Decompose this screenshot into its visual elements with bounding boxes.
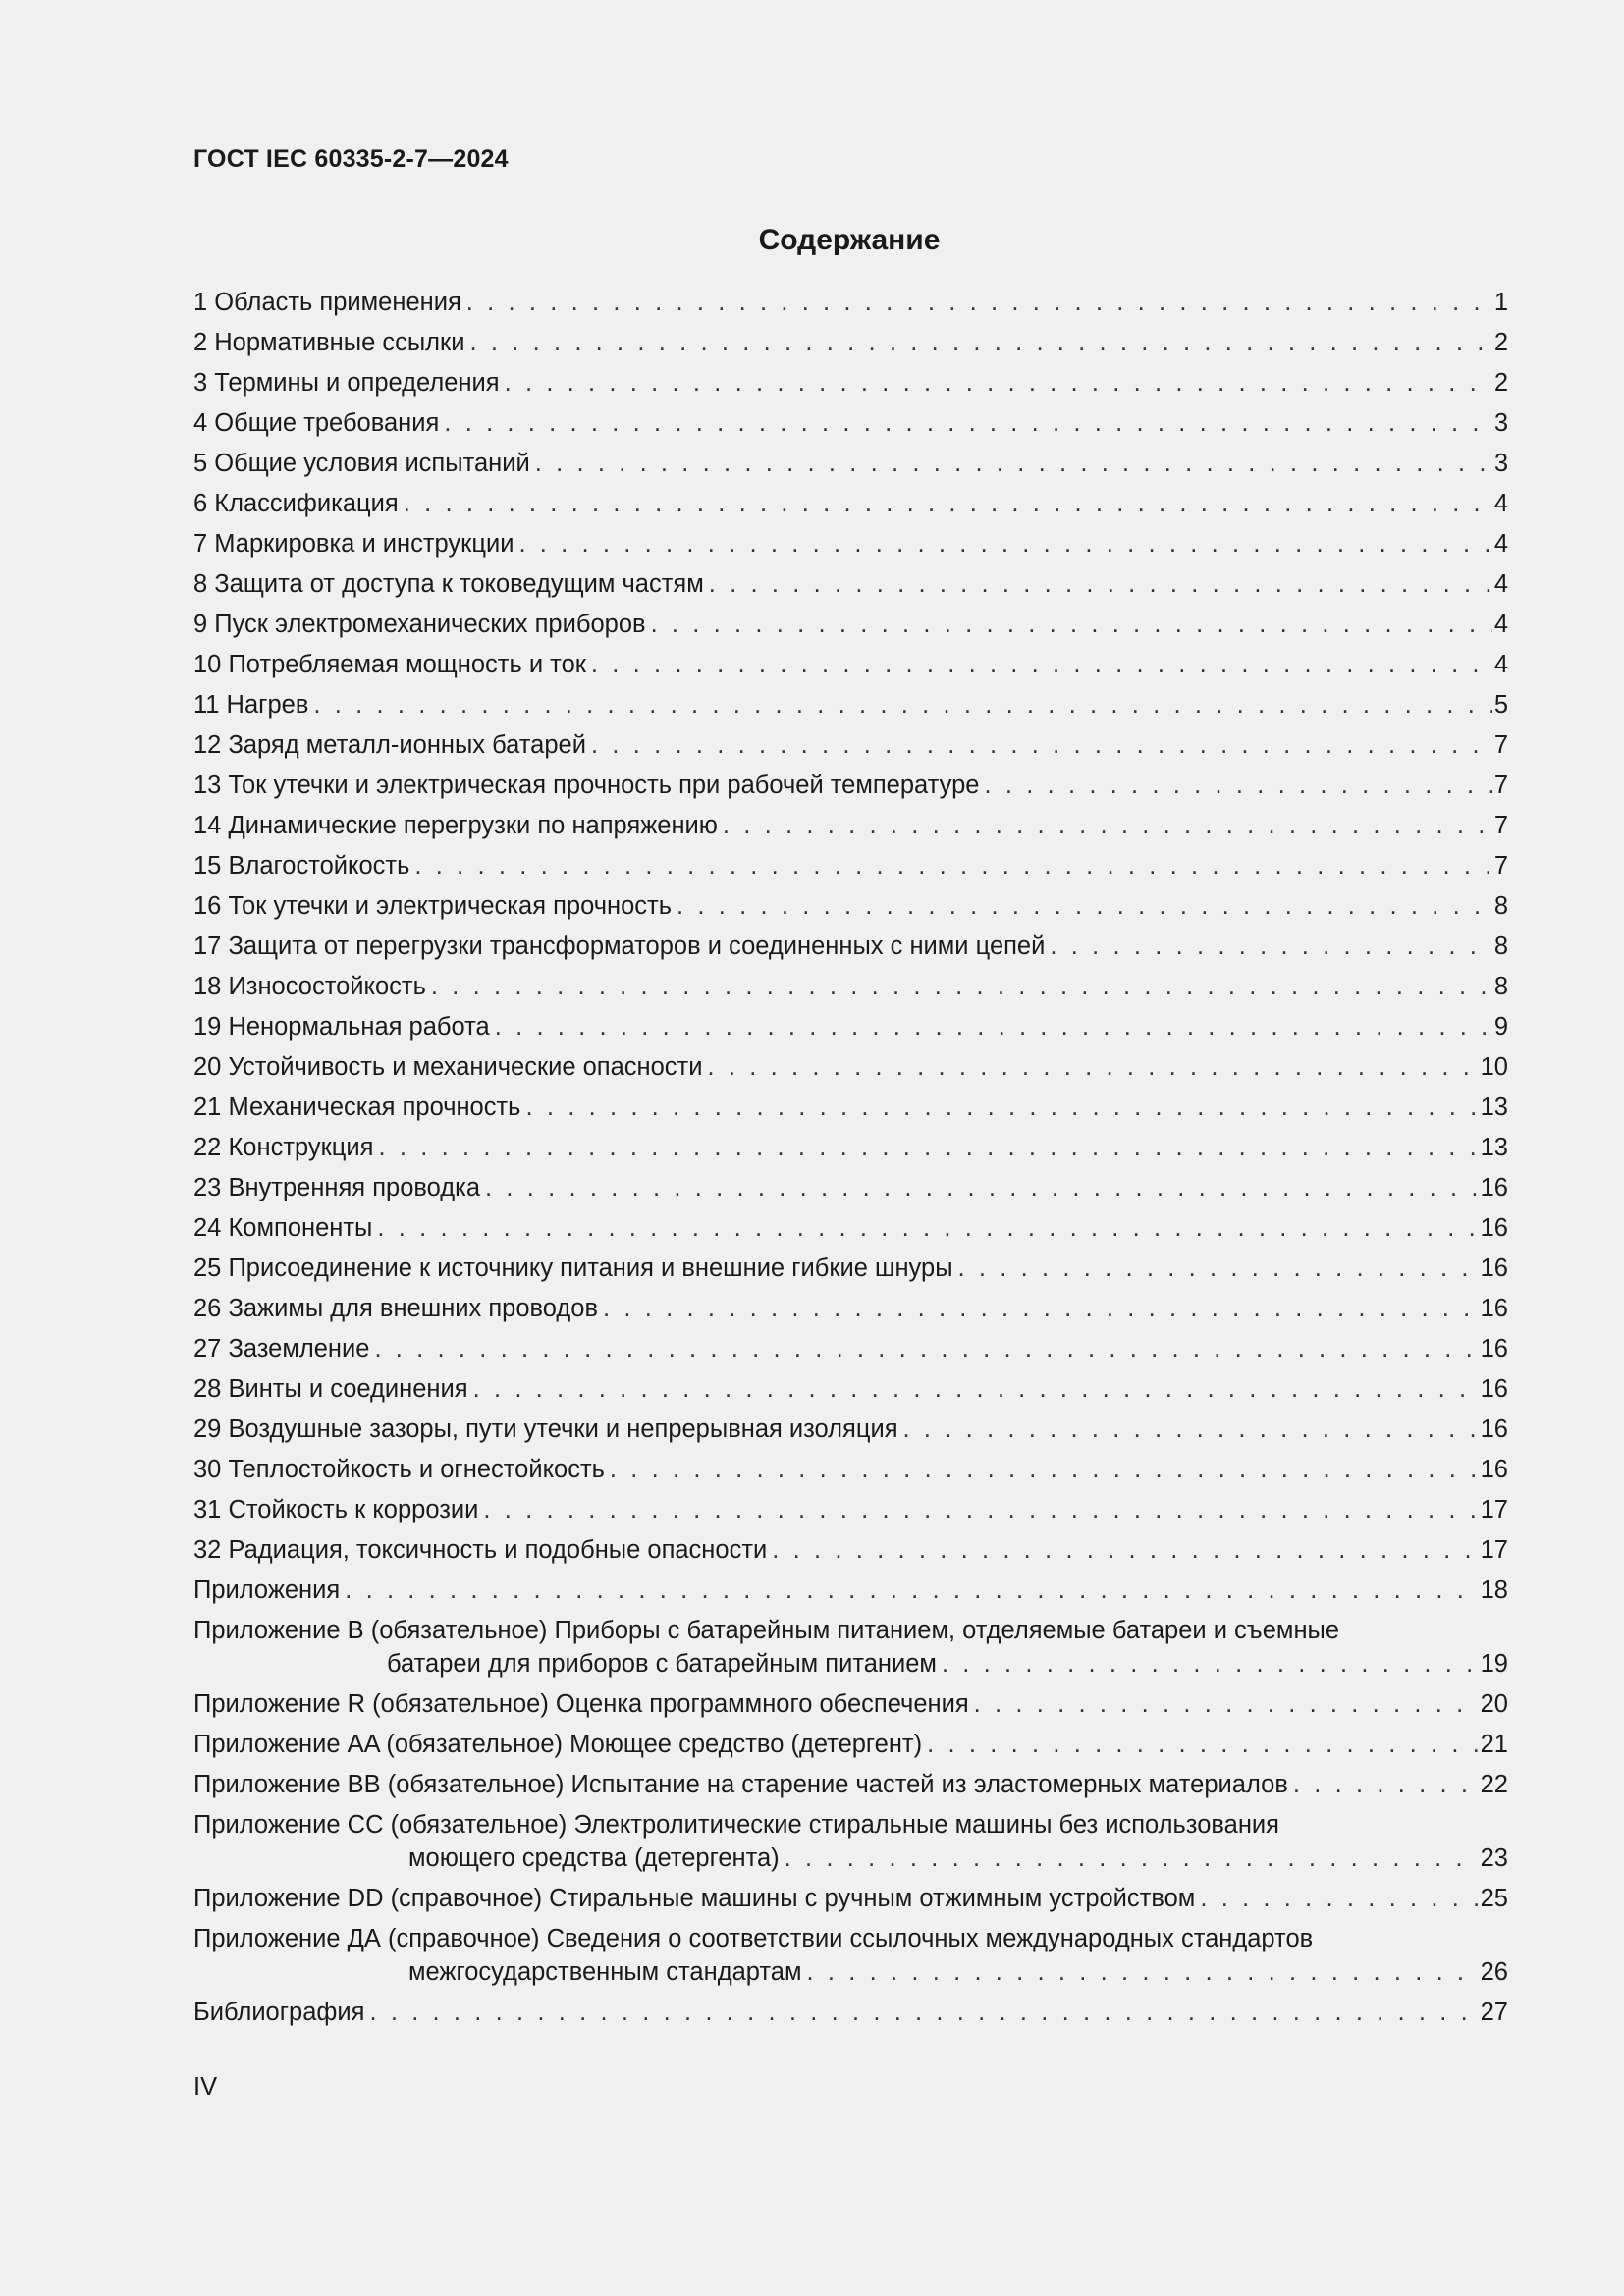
leader-dots: [1050, 930, 1491, 963]
leader-dots: [927, 1728, 1479, 1761]
toc-entry-title: 25 Присоединение к источнику питания и внешние гибкие шнуры: [193, 1255, 953, 1282]
toc-entry-page: 2: [1493, 329, 1508, 356]
toc-entry[interactable]: [193, 527, 1508, 567]
toc-entry-page: 22: [1480, 1771, 1508, 1798]
toc-entry-title: 31 Стойкость к коррозии: [193, 1496, 479, 1523]
toc-entry[interactable]: [193, 1493, 1508, 1533]
toc-entry[interactable]: [193, 567, 1508, 608]
toc-entry-title: 9 Пуск электромеханических приборов: [193, 611, 646, 638]
toc-entry-title: 20 Устойчивость и механические опасности: [193, 1053, 703, 1081]
toc-entry[interactable]: [193, 326, 1508, 366]
toc-entry-title: Библиография: [193, 1999, 365, 2026]
toc-entry-title: 28 Винты и соединения: [193, 1375, 468, 1403]
toc-entry-page: 16: [1480, 1375, 1508, 1403]
toc-entry-title: 10 Потребляемая мощность и ток: [193, 651, 586, 678]
toc-entry-page: 7: [1493, 812, 1508, 839]
leader-dots: [942, 1647, 1479, 1681]
leader-dots: [473, 1372, 1479, 1406]
toc-entry-page: 16: [1480, 1214, 1508, 1242]
leader-dots: [374, 1332, 1478, 1365]
toc-entry-bibliography[interactable]: [193, 1996, 1508, 2036]
toc-entry-page: 4: [1493, 490, 1508, 517]
toc-entry-page: 16: [1480, 1415, 1508, 1443]
leader-dots: [313, 688, 1491, 721]
toc-entry[interactable]: [193, 1372, 1508, 1413]
toc-entry[interactable]: [193, 1171, 1508, 1211]
toc-entry-page: 17: [1480, 1536, 1508, 1564]
toc-entry-title: 7 Маркировка и инструкции: [193, 530, 514, 558]
toc-entry-page: 16: [1480, 1456, 1508, 1483]
leader-dots: [651, 608, 1492, 641]
leader-dots: [785, 1842, 1479, 1875]
toc-entry-title-continued: межгосударственным стандартам: [408, 1958, 802, 1986]
toc-entry-title: 18 Износостойкость: [193, 973, 426, 1000]
toc-entry-page: 16: [1480, 1255, 1508, 1282]
toc-entry-page: 17: [1480, 1496, 1508, 1523]
toc-entry-title: 15 Влагостойкость: [193, 852, 410, 880]
leader-dots: [377, 1211, 1478, 1245]
toc-entry[interactable]: [193, 648, 1508, 688]
toc-entry-page: 9: [1493, 1013, 1508, 1041]
toc-entry[interactable]: [193, 1453, 1508, 1493]
leader-dots: [525, 1091, 1478, 1124]
leader-dots: [603, 1292, 1479, 1325]
toc-entry[interactable]: [193, 1332, 1508, 1372]
toc-entry-title: Приложение CC (обязательное) Электролитические стиральные машины без использования: [193, 1811, 1279, 1839]
toc-entry-title: 1 Область применения: [193, 289, 461, 316]
toc-entry-title: 19 Ненормальная работа: [193, 1013, 490, 1041]
toc-entry-title: 16 Ток утечки и электрическая прочность: [193, 892, 672, 920]
toc-entry[interactable]: [193, 1574, 1508, 1614]
toc-entry[interactable]: [193, 970, 1508, 1010]
toc-entry-page: 10: [1480, 1053, 1508, 1081]
toc-entry-title: 32 Радиация, токсичность и подобные опасности: [193, 1536, 768, 1564]
toc-entry[interactable]: [193, 1211, 1508, 1252]
leader-dots: [378, 1131, 1478, 1164]
toc-entry-title: 17 Защита от перегрузки трансформаторов и соединенных с ними цепей: [193, 933, 1046, 960]
leader-dots: [444, 406, 1491, 440]
toc-entry-page: 18: [1480, 1576, 1508, 1604]
toc-entry-title: 14 Динамические перегрузки по напряжению: [193, 812, 718, 839]
toc-entry-title: 27 Заземление: [193, 1335, 370, 1362]
toc-entry-page: 3: [1493, 409, 1508, 437]
toc-entry[interactable]: [193, 1050, 1508, 1091]
leader-dots: [483, 1493, 1478, 1526]
toc-entry-title: 22 Конструкция: [193, 1134, 374, 1161]
leader-dots: [505, 366, 1492, 400]
leader-dots: [974, 1687, 1479, 1721]
toc-entry-title: Приложение R (обязательное) Оценка программного обеспечения: [193, 1690, 969, 1718]
leader-dots: [723, 809, 1492, 842]
toc-entry-title: 3 Термины и определения: [193, 369, 500, 397]
toc-entry-title: 26 Зажимы для внешних проводов: [193, 1295, 599, 1322]
toc-entry-title: 24 Компоненты: [193, 1214, 373, 1242]
toc-title: Содержание: [758, 224, 941, 256]
toc-entry-title: Приложение B (обязательное) Приборы с батарейным питанием, отделяемые батареи и съемные: [193, 1617, 1340, 1644]
leader-dots: [610, 1453, 1479, 1486]
toc-entry-title: 30 Теплостойкость и огнестойкость: [193, 1456, 605, 1483]
toc-entry-page: 7: [1493, 731, 1508, 759]
toc-entry-page: 19: [1480, 1650, 1508, 1678]
leader-dots: [903, 1413, 1479, 1446]
toc-entry[interactable]: [193, 1252, 1508, 1292]
toc-entry-title: 21 Механическая прочность: [193, 1094, 521, 1121]
table-of-contents: [193, 286, 1508, 2036]
toc-entry-title: 6 Классификация: [193, 490, 399, 517]
toc-entry-page: 13: [1480, 1094, 1508, 1121]
leader-dots: [369, 1996, 1478, 2029]
page-number: IV: [193, 2073, 218, 2101]
toc-entry-page: 16: [1480, 1335, 1508, 1362]
toc-entry-title: 23 Внутренняя проводка: [193, 1174, 481, 1201]
toc-entry[interactable]: [193, 849, 1508, 889]
toc-entry[interactable]: [193, 487, 1508, 527]
toc-entry[interactable]: [193, 809, 1508, 849]
leader-dots: [431, 970, 1492, 1003]
toc-entry-annex-da[interactable]: [193, 1922, 1508, 1996]
toc-entry-title: 12 Заряд металл-ионных батарей: [193, 731, 586, 759]
toc-entry[interactable]: [193, 1292, 1508, 1332]
toc-entry-title: 13 Ток утечки и электрическая прочность при рабочей температуре: [193, 772, 980, 799]
toc-entry-page: 21: [1480, 1731, 1508, 1758]
toc-entry-page: 16: [1480, 1295, 1508, 1322]
toc-entry-annex-cc[interactable]: [193, 1808, 1508, 1882]
toc-entry-title-continued: батареи для приборов с батарейным питанием: [387, 1650, 937, 1678]
leader-dots: [466, 286, 1492, 319]
toc-entry-page: 7: [1493, 852, 1508, 880]
toc-entry-title: Приложение AA (обязательное) Моющее средство (детергент): [193, 1731, 923, 1758]
toc-entry[interactable]: [193, 688, 1508, 728]
toc-entry-page: 4: [1493, 530, 1508, 558]
leader-dots: [1293, 1768, 1479, 1801]
leader-dots: [677, 889, 1492, 923]
toc-entry-page: 20: [1480, 1690, 1508, 1718]
toc-entry[interactable]: [193, 406, 1508, 447]
leader-dots: [591, 728, 1492, 762]
toc-entry[interactable]: [193, 1533, 1508, 1574]
toc-entry-page: 4: [1493, 611, 1508, 638]
leader-dots: [345, 1574, 1478, 1607]
leader-dots: [414, 849, 1491, 882]
toc-entry-title: 29 Воздушные зазоры, пути утечки и непрерывная изоляция: [193, 1415, 898, 1443]
toc-entry-title: 5 Общие условия испытаний: [193, 450, 530, 477]
toc-entry-annex-bb[interactable]: [193, 1768, 1508, 1808]
toc-entry-page: 13: [1480, 1134, 1508, 1161]
toc-entry-page: 23: [1480, 1844, 1508, 1872]
document-code: ГОСТ IEC 60335-2-7—2024: [193, 145, 509, 173]
toc-entry-page: 7: [1493, 772, 1508, 799]
toc-entry-page: 5: [1493, 691, 1508, 719]
toc-entry[interactable]: [193, 769, 1508, 809]
leader-dots: [518, 527, 1491, 561]
toc-entry-page: 16: [1480, 1174, 1508, 1201]
toc-entry[interactable]: [193, 889, 1508, 930]
leader-dots: [591, 648, 1492, 681]
leader-dots: [707, 1050, 1478, 1084]
toc-entry-title: Приложения: [193, 1576, 341, 1604]
toc-entry[interactable]: [193, 286, 1508, 326]
toc-entry[interactable]: [193, 728, 1508, 769]
toc-entry-page: 8: [1493, 973, 1508, 1000]
leader-dots: [806, 1955, 1478, 1989]
toc-entry[interactable]: [193, 447, 1508, 487]
toc-entry-page: 1: [1493, 289, 1508, 316]
toc-entry-page: 4: [1493, 651, 1508, 678]
leader-dots: [709, 567, 1492, 601]
toc-entry[interactable]: [193, 366, 1508, 406]
toc-entry[interactable]: [193, 1131, 1508, 1171]
leader-dots: [495, 1010, 1492, 1043]
leader-dots: [535, 447, 1492, 480]
toc-entry-annex-aa[interactable]: [193, 1728, 1508, 1768]
toc-entry-annex-dd[interactable]: [193, 1882, 1508, 1922]
toc-entry-page: 27: [1480, 1999, 1508, 2026]
leader-dots: [984, 769, 1491, 802]
leader-dots: [958, 1252, 1479, 1285]
toc-entry-title: 4 Общие требования: [193, 409, 440, 437]
toc-entry-page: 8: [1493, 892, 1508, 920]
toc-entry-page: 4: [1493, 570, 1508, 598]
toc-entry[interactable]: [193, 608, 1508, 648]
leader-dots: [404, 487, 1492, 520]
leader-dots: [772, 1533, 1478, 1567]
toc-entry-title: Приложение ДА (справочное) Сведения о соответствии ссылочных международных стандартов: [193, 1925, 1314, 1952]
leader-dots: [1200, 1882, 1478, 1915]
toc-entry-title: Приложение DD (справочное) Стиральные машины с ручным отжимным устройством: [193, 1885, 1196, 1912]
toc-entry[interactable]: [193, 1413, 1508, 1453]
toc-entry[interactable]: [193, 1091, 1508, 1131]
leader-dots: [485, 1171, 1479, 1204]
toc-entry-title: 11 Нагрев: [193, 691, 309, 719]
toc-entry-title-continued: моющего средства (детергента): [408, 1844, 780, 1872]
toc-entry[interactable]: [193, 930, 1508, 970]
toc-entry-page: 25: [1480, 1885, 1508, 1912]
toc-entry-title: 8 Защита от доступа к токоведущим частям: [193, 570, 704, 598]
toc-entry-annex-b[interactable]: [193, 1614, 1508, 1687]
toc-entry-title: 2 Нормативные ссылки: [193, 329, 465, 356]
toc-entry-page: 3: [1493, 450, 1508, 477]
toc-entry-page: 26: [1480, 1958, 1508, 1986]
toc-entry-annex-r[interactable]: [193, 1687, 1508, 1728]
toc-entry[interactable]: [193, 1010, 1508, 1050]
toc-entry-page: 2: [1493, 369, 1508, 397]
toc-entry-title: Приложение BB (обязательное) Испытание на старение частей из эластомерных материалов: [193, 1771, 1288, 1798]
leader-dots: [469, 326, 1491, 359]
toc-entry-page: 8: [1493, 933, 1508, 960]
